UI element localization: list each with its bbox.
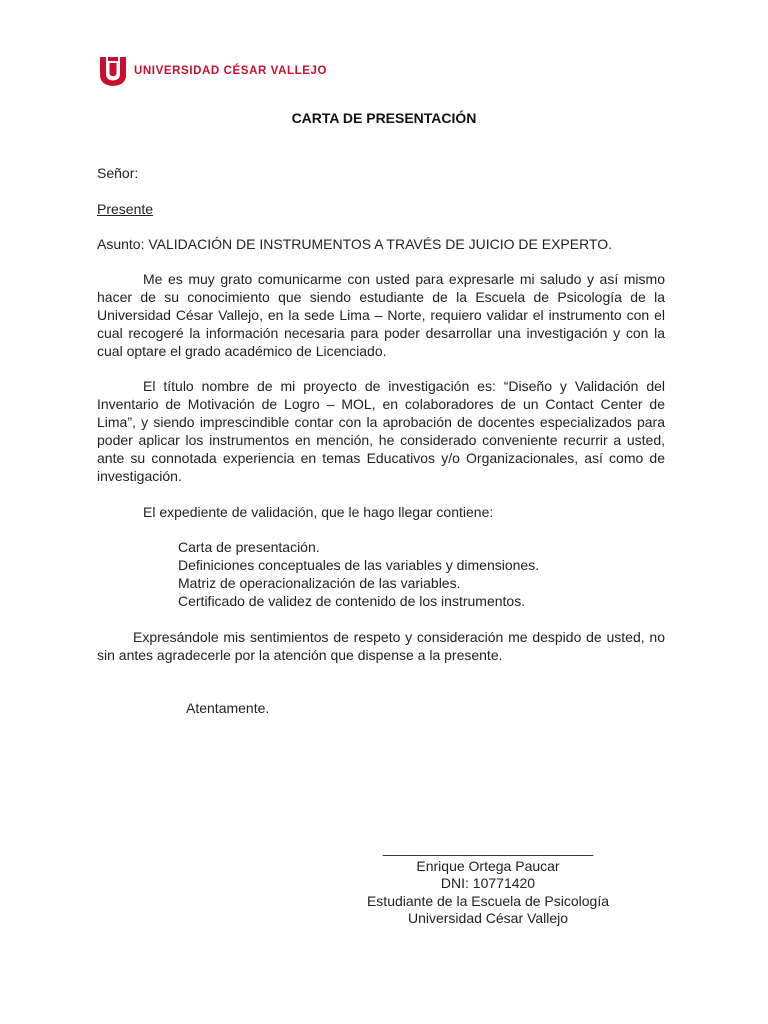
closing: Atentamente.: [186, 700, 270, 716]
paragraph-3: [97, 503, 665, 521]
paragraph-2: [97, 377, 665, 485]
paragraph-2-text: El título nombre de mi proyecto de investigación es: “Diseño y Validación del Inventario de Motivación de Logro – MOL, en colaboradores de un Contact Center de Lima”, y siendo imprescindible contar con la aprobación de docentes especializados para poder aplicar los instrumentos en mención, he considerado conveniente recurrir a usted, ante su connotada experiencia en temas Educativos y/o Organizacionales, así como de investigación.: [97, 378, 665, 484]
paragraph-1-text: Me es muy grato comunicarme con usted para expresarle mi saludo y así mismo hacer de su conocimiento que siendo estudiante de la Escuela de Psicología de la Universidad César Vallejo, en la sede Lima – Norte, requiero validar el instrumento con el cual recogeré la información necesaria para poder desarrollar una investigación y con la cual optare el grado académico de Licenciado.: [97, 271, 665, 359]
signature-block: [340, 840, 636, 928]
university-logo: [98, 55, 327, 87]
paragraph-3-text: El expediente de validación, que le hago llegar contiene:: [143, 504, 494, 520]
salutation: Señor:: [97, 165, 139, 181]
logo-text: UNIVERSIDAD CÉSAR VALLEJO: [134, 65, 328, 77]
paragraph-4-text: Expresándole mis sentimientos de respeto y consideración me despido de usted, no sin antes agradecerle por la atención que dispense a la presente.: [97, 629, 665, 663]
signature-line: ___________________________: [382, 840, 594, 856]
subject-line: Asunto: VALIDACIÓN DE INSTRUMENTOS A TRAVÉS DE JUICIO DE EXPERTO.: [97, 236, 613, 252]
presente-label: Presente: [97, 201, 154, 217]
signer-role: Estudiante de la Escuela de Psicología: [366, 892, 610, 909]
list-item: Certificado de validez de contenido de los instrumentos.: [178, 593, 526, 609]
paragraph-4: [97, 628, 665, 664]
list-item: Definiciones conceptuales de las variables y dimensiones.: [178, 557, 540, 573]
signer-dni: DNI: 10771420: [440, 875, 536, 891]
list-item: Carta de presentación.: [178, 539, 320, 555]
attachments-list: [178, 538, 539, 610]
signer-name: Enrique Ortega Paucar: [416, 857, 560, 874]
ucv-logo-icon: [98, 55, 128, 87]
paragraph-1: [97, 270, 665, 360]
letter-title: CARTA DE PRESENTACIÓN: [291, 110, 477, 126]
signer-institution: Universidad César Vallejo: [407, 910, 569, 926]
list-item: Matriz de operacionalización de las variables.: [178, 575, 461, 591]
